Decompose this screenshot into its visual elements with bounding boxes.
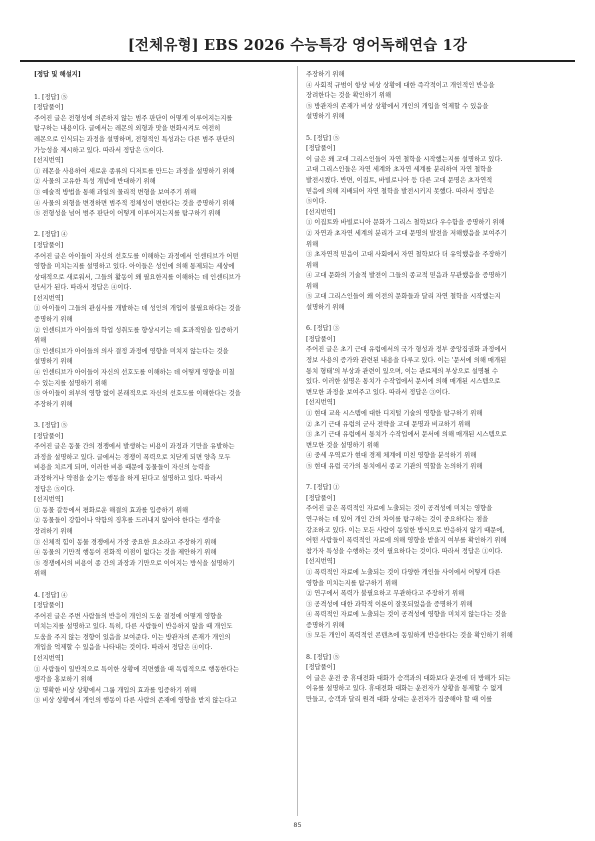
- text-line: ③ 초기 근대 유럽에서 통치가 수작업에서 문서에 의해 매개된 시스템으로: [306, 431, 507, 439]
- text-line: 정보 사용의 증가와 관련된 내용을 다루고 있다. 이는 '문서에 의해 매개된: [306, 357, 507, 365]
- text-line: [정답풀이]: [306, 145, 336, 153]
- text-line: 위해: [34, 570, 47, 578]
- text-line: 주어진 글은 아이들이 자신의 선호도를 이해하는 과정에서 인센티브가 어떤: [34, 252, 239, 260]
- text-line: ① 아이들이 그들의 관심사를 개발하는 데 성인의 개입이 불필요하다는 것을: [34, 305, 241, 313]
- text-line: 이 글은 왜 고대 그리스인들이 자연 철학을 시작했는지를 설명하고 있다.: [306, 155, 503, 163]
- text-line: 주어진 글은 초기 근대 유럽에서의 국가 형성과 정부 중앙집권화 과정에서: [306, 346, 507, 354]
- text-line: [선지번역]: [34, 294, 64, 302]
- left-column-body: [34, 93, 296, 707]
- answer-block: [34, 421, 296, 580]
- text-line: 영향을 미치는지를 탐구하기 위해: [306, 579, 398, 587]
- text-line: 6. [정답] ③: [306, 325, 340, 333]
- text-line: 5. [정답] ⑤: [306, 134, 340, 142]
- text-line: 어떤 사람들이 폭력적인 자료에 의해 영향을 받을지 여부를 확인하기 위해: [306, 537, 507, 545]
- text-line: 이유를 설명하고 있다. 휴대전화 대화는 운전자가 상황을 통제할 수 없게: [306, 685, 503, 693]
- text-line: ④ 폭력적인 자료에 노출되는 것이 공격성에 영향을 미치지 않는다는 것을: [306, 611, 507, 619]
- text-line: 비용을 치르게 되며, 이러한 비용 때문에 동물들이 자신의 능력을: [34, 464, 211, 472]
- text-line: 단서가 된다. 따라서 정답은 ④이다.: [34, 284, 132, 292]
- text-line: [정답풀이]: [306, 494, 336, 502]
- text-line: 가능성을 제시하고 있다. 따라서 정답은 ⑤이다.: [34, 146, 164, 154]
- text-line: 증명하기 위해: [34, 316, 73, 324]
- text-line: [선지번역]: [306, 558, 336, 566]
- text-line: ③ 인센티브가 아이들의 의사 결정 과정에 영향을 미치지 않는다는 것을: [34, 347, 229, 355]
- text-line: ⑤ 현대 유럽 국가의 통치에서 종교 기관의 역할을 논의하기 위해: [306, 462, 483, 470]
- page-number: 85: [293, 821, 302, 829]
- text-line: 2. [정답] ④: [34, 231, 68, 239]
- text-line: 1. [정답] ⑤: [34, 93, 68, 101]
- text-line: ② 명확한 비상 상황에서 그룹 개입의 효과를 입증하기 위해: [34, 686, 197, 694]
- answer-block: [306, 653, 568, 706]
- text-line: ③ 예술적 방법을 통해 과일의 물리적 변형을 보여주기 위해: [34, 188, 197, 196]
- text-line: 영향을 미치는지를 설명하고 있다. 아이들은 성인에 의해 통제되는 세상에: [34, 263, 235, 271]
- text-line: 있다. 이러한 설명은 통치가 수작업에서 문서에 의해 매개된 시스템으로: [306, 378, 501, 386]
- text-line: 설명하기 위해: [34, 358, 73, 366]
- text-line: 참가자 특성을 수행하는 것이 필요하다는 것이다. 따라서 정답은 ①이다.: [306, 547, 503, 555]
- text-line: 주어진 글은 동물 간의 경쟁에서 발생하는 비용이 과정과 기만을 유발하는: [34, 443, 235, 451]
- text-line: 위해: [34, 337, 47, 345]
- text-line: 증명하기 위해: [306, 621, 345, 629]
- text-line: 위해: [306, 282, 319, 290]
- text-line: 장려한다는 것을 확인하기 위해: [306, 92, 392, 100]
- text-line: 개입을 억제할 수 있음을 나타내는 것이다. 따라서 정답은 ④이다.: [34, 644, 213, 652]
- answer-block: [306, 324, 568, 472]
- right-column-body: [306, 70, 568, 706]
- text-line: ⑤ 모든 개인이 폭력적인 콘텐츠에 동일하게 반응한다는 것을 확인하기 위해: [306, 632, 513, 640]
- text-line: 상대적으로 새로워서, 그들의 활동이 왜 필요한지를 이해하는 데 인센티브가: [34, 273, 241, 281]
- text-line: 주어진 글은 주변 사람들의 반응이 개인의 도움 결정에 어떻게 영향을: [34, 612, 223, 620]
- answer-block: [34, 230, 296, 410]
- text-line: [정답풀이]: [34, 432, 64, 440]
- text-line: 발전시켰다. 반면, 이집트, 바빌로니아 등 다른 고대 문명은 초자연적: [306, 176, 493, 184]
- text-line: ① 폭력적인 자료에 노출되는 것이 다양한 개인들 사이에서 어떻게 다른: [306, 568, 501, 576]
- text-line: 만들고, 승객과 달리 원격 대화 상대는 운전자가 집중해야 할 때 이를: [306, 696, 493, 704]
- text-line: ⑤ 방관자의 존재가 비상 상황에서 개인의 개입을 억제할 수 있음을: [306, 102, 489, 110]
- text-line: [정답풀이]: [34, 104, 64, 112]
- answer-block: [34, 93, 296, 220]
- title-rule: [20, 60, 575, 62]
- text-line: 주장하기 위해: [306, 71, 345, 78]
- text-line: 정답은 ⑤이다.: [34, 485, 75, 493]
- text-line: 레몬으로 인식되는 과정을 설명하며, 전형적인 특성과는 다른 범주 판단의: [34, 135, 235, 143]
- text-line: ⑤ 전형성을 넘어 범주 판단이 어떻게 이루어지는지를 탐구하기 위해: [34, 210, 221, 218]
- text-line: 위해: [306, 261, 319, 269]
- text-line: 8. [정답] ⑤: [306, 653, 340, 661]
- text-line: [선지번역]: [306, 208, 336, 216]
- text-line: [정답풀이]: [34, 602, 64, 610]
- text-line: ③ 초자연적 믿음이 고대 사회에서 자연 철학보다 더 유익했음을 주장하기: [306, 251, 507, 259]
- text-line: 탐구하는 내용이다. 글에서는 레몬의 외형과 맛을 변화시켜도 여전히: [34, 125, 221, 133]
- text-line: 통치 형태'의 부상과 관련이 있으며, 이는 관료제의 부상으로 설명될 수: [306, 367, 499, 375]
- text-line: ② 사물의 고유한 특성 개념에 반대하기 위해: [34, 178, 156, 186]
- text-line: [정답풀이]: [34, 241, 64, 249]
- text-line: ④ 사회적 규범이 항상 비상 상황에 대한 즉각적이고 개인적인 반응을: [306, 81, 495, 89]
- text-line: 주장하기 위해: [34, 400, 73, 408]
- text-line: 3. [정답] ⑤: [34, 422, 68, 429]
- text-line: 과장하거나 약점을 숨기는 행동을 하게 된다고 설명하고 있다. 따라서: [34, 474, 223, 482]
- text-line: ② 동물들이 강함이나 약함의 징후를 드러내지 않아야 한다는 생각을: [34, 517, 221, 525]
- text-line: ③ 공격성에 대한 과학적 이론이 잘못되었음을 증명하기 위해: [306, 600, 473, 608]
- answer-block: [306, 483, 568, 642]
- text-line: 위해: [306, 240, 319, 248]
- text-line: 7. [정답] ①: [306, 484, 340, 492]
- answer-block: [306, 70, 568, 123]
- text-line: 주어진 글은 전형성에 의존하지 않는 범주 판단이 어떻게 이루어지는지를: [34, 114, 233, 122]
- answer-block: [34, 591, 296, 708]
- page-title: [전체유형] EBS 2026 수능특강 영어독해연습 1강: [127, 37, 468, 54]
- text-line: 미치는지를 설명하고 있다. 특히, 다른 사람들이 반응하지 않을 때 개인도: [34, 623, 233, 631]
- text-line: ① 동물 갈등에서 평화로운 해결의 효과를 입증하기 위해: [34, 506, 189, 514]
- text-line: 연구하는 데 있어 개인 간의 차이를 탐구하는 것이 중요하다는 점을: [306, 515, 489, 523]
- text-line: ④ 인센티브가 아이들이 자신의 선호도를 이해하는 데 어떻게 영향을 미칠: [34, 369, 235, 377]
- column-divider: [297, 66, 298, 816]
- text-line: 수 있는지를 설명하기 위해: [34, 379, 107, 387]
- text-line: 믿음에 의해 지배되어 자연 철학을 발전시키지 못했다. 따라서 정답은: [306, 187, 495, 195]
- text-line: 도움을 주지 않는 경향이 있음을 보여준다. 이는 방관자의 존재가 개인의: [34, 633, 231, 641]
- text-line: ① 현대 교육 시스템에 대한 디지털 기술의 영향을 탐구하기 위해: [306, 410, 483, 417]
- answer-block: [306, 134, 568, 314]
- text-line: [선지번역]: [306, 399, 336, 407]
- text-line: [정답풀이]: [306, 664, 336, 672]
- text-line: ② 인센티브가 아이들의 학업 성취도를 향상시키는 데 효과적임을 입증하기: [34, 326, 239, 334]
- text-line: ⑤ 고대 그리스인들이 왜 이전의 문화들과 달리 자연 철학을 시작했는지: [306, 293, 501, 301]
- text-line: 설명하기 위해: [306, 113, 345, 121]
- text-line: 고대 그리스인들은 자연 세계와 초자연 세계를 분리하여 자연 철학을: [306, 166, 493, 174]
- text-line: ④ 고대 문화의 기술적 발전이 그들의 종교적 믿음과 무관했음을 증명하기: [306, 272, 507, 280]
- text-line: 이 글은 운전 중 휴대전화 대화가 승객과의 대화보다 운전에 더 방해가 되는: [306, 674, 511, 682]
- text-line: ③ 비상 상황에서 개인의 행동이 다른 사람의 존재에 영향을 받지 않는다고: [34, 697, 237, 705]
- text-line: 4. [정답] ④: [34, 591, 68, 599]
- section-header: [정답 및 해설지]: [34, 71, 81, 78]
- text-line: [정답풀이]: [306, 335, 336, 343]
- text-line: 변모한 것을 설명하기 위해: [306, 441, 379, 449]
- text-line: 과정을 설명하고 있다. 글에서는 경쟁이 폭력으로 치닫게 되면 양측 모두: [34, 453, 231, 461]
- text-line: ① 레몬을 사용하여 새로운 종류의 디저트를 만드는 과정을 설명하기 위해: [34, 167, 235, 175]
- text-line: [선지번역]: [34, 655, 64, 663]
- text-line: ⑤이다.: [306, 198, 327, 206]
- text-line: ① 이집트와 바빌로니아 문화가 그리스 철학보다 우수함을 증명하기 위해: [306, 219, 505, 227]
- left-column: [34, 70, 296, 718]
- text-line: ② 연구에서 폭력가 불필요하고 무관하다고 주장하기 위해: [306, 590, 465, 598]
- text-line: 주어진 글은 폭력적인 자료에 노출되는 것이 공격성에 미치는 영향을: [306, 505, 493, 513]
- text-line: ④ 동물의 기만적 행동이 진화적 이점이 없다는 것을 제안하기 위해: [34, 549, 217, 557]
- text-line: ④ 중세 우역로가 현대 경제 체계에 미친 영향을 분석하기 위해: [306, 452, 477, 460]
- text-line: ⑤ 경쟁에서의 비용이 종 간의 과장과 기만으로 이어지는 방식을 설명하기: [34, 559, 235, 567]
- text-line: 생각을 홍보하기 위해: [34, 676, 93, 684]
- text-line: 장려하기 위해: [34, 527, 73, 535]
- text-line: ⑤ 아이들이 외부의 영향 없이 본래적으로 자신의 선호도를 이해한다는 것을: [34, 390, 241, 398]
- text-line: [선지번역]: [34, 157, 64, 165]
- text-line: 변모한 과정을 보여주고 있다. 따라서 정답은 ③이다.: [306, 388, 450, 396]
- text-line: 설명하기 위해: [306, 304, 345, 312]
- right-column: [306, 70, 568, 716]
- text-line: ② 초기 근대 유럽의 군사 전략을 고대 문명과 비교하기 위해: [306, 420, 471, 428]
- text-line: ④ 사물의 외형을 변경하면 범주적 정체성이 변한다는 것을 증명하기 위해: [34, 199, 235, 207]
- text-line: 강조하고 있다. 이는 모든 사람이 동일한 방식으로 반응하지 않기 때문에,: [306, 526, 505, 534]
- text-line: ③ 신체적 힘이 동물 경쟁에서 가장 중요한 요소라고 주장하기 위해: [34, 538, 217, 546]
- text-line: [선지번역]: [34, 496, 64, 504]
- text-line: ① 사람들이 일반적으로 특이한 상황에 직면했을 때 독립적으로 행동한다는: [34, 665, 239, 673]
- text-line: ② 자연과 초자연 세계의 분리가 고대 문명의 발전을 저해했음을 보여주기: [306, 229, 507, 237]
